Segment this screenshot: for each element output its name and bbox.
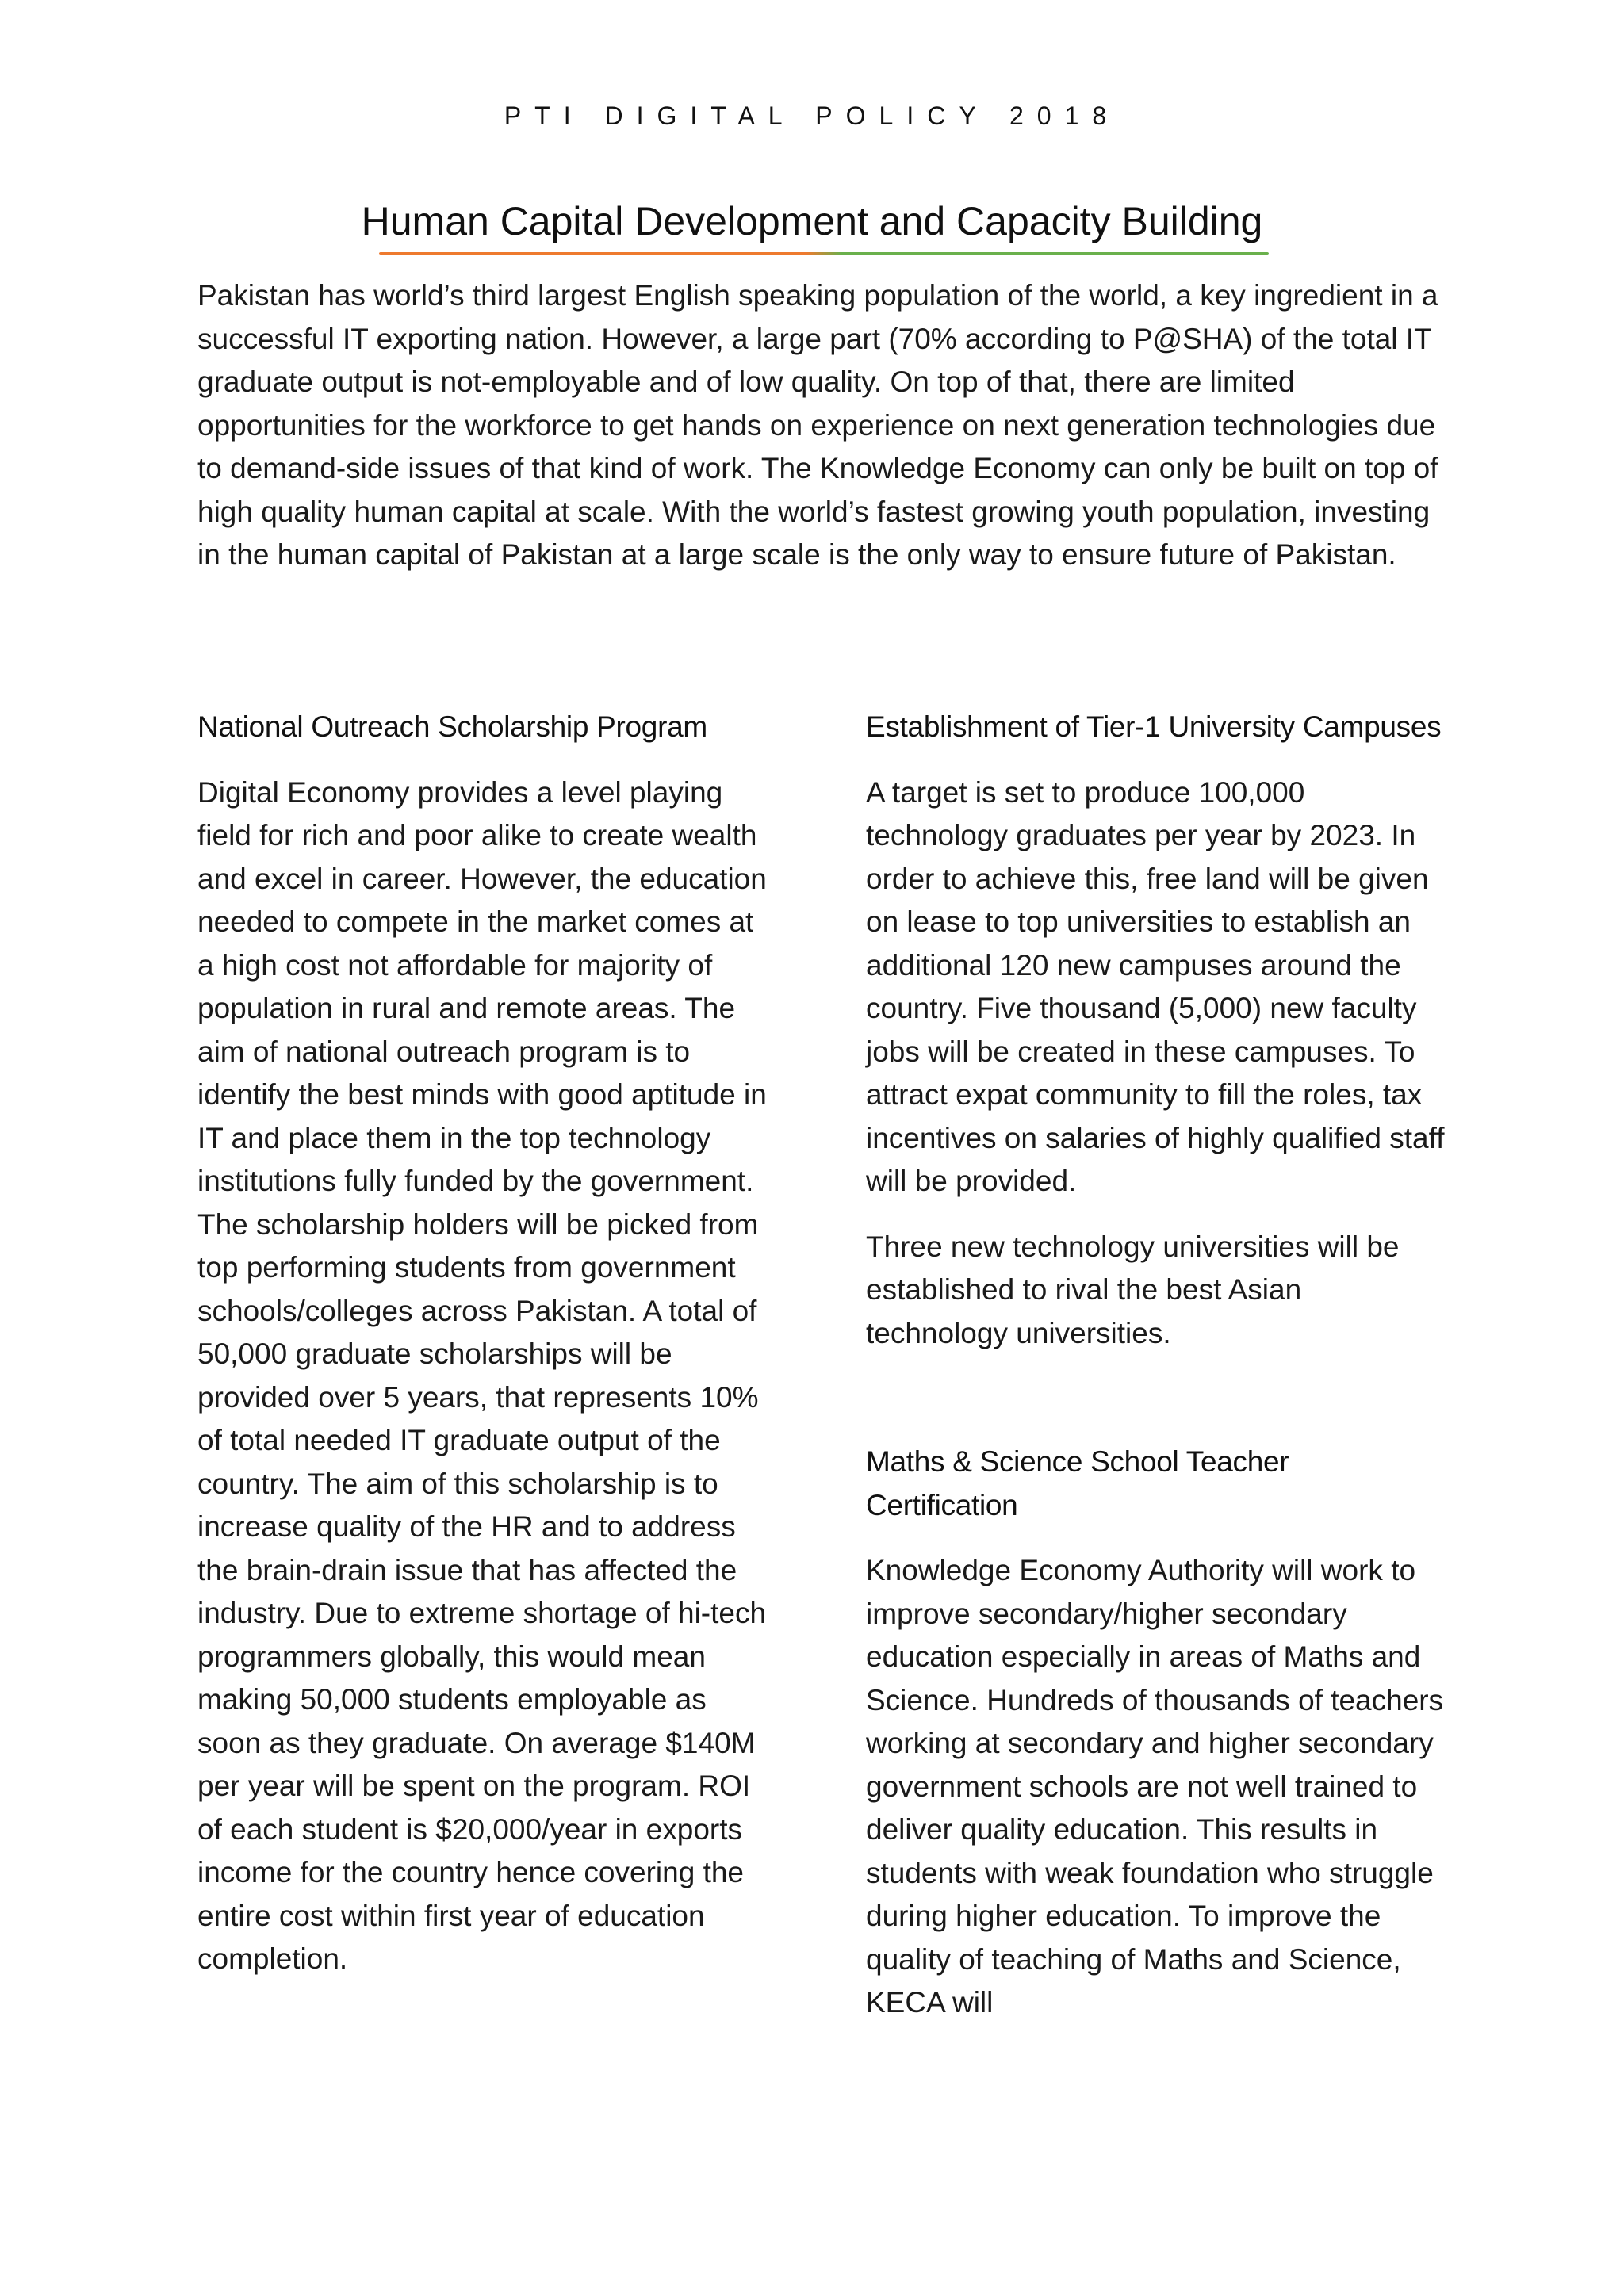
section-heading-scholarship: National Outreach Scholarship Program bbox=[197, 710, 707, 743]
left-column bbox=[197, 706, 776, 2003]
page-title: Human Capital Development and Capacity Building bbox=[361, 199, 1263, 243]
right-column bbox=[866, 706, 1445, 2047]
teacher-cert-paragraph: Knowledge Economy Authority will work to improve secondary/higher secondary education especially in areas of Maths and Science. Hundreds of thousands of teachers working at secondary and higher secondary government schools are not well trained to deliver quality education. This results in students with weak foundation who struggle during higher education. To improve the quality of teaching of Maths and Science, KECA will bbox=[866, 1554, 1444, 2019]
page-title-wrap bbox=[0, 198, 1624, 247]
section-heading-teacher-cert: Maths & Science School Teacher Certification bbox=[866, 1445, 1289, 1521]
university-paragraph-2: Three new technology universities will be established to rival the best Asian technology universities. bbox=[866, 1230, 1400, 1349]
running-header: PTI DIGITAL POLICY 2018 bbox=[504, 101, 1120, 130]
university-paragraph-1: A target is set to produce 100,000 technology graduates per year by 2023. In order to achieve this, free land will be given on lease to top universities to establish an additional 120 new campuses around the country. Five thousand (5,000) new faculty jobs will be created in these campuses. To attract expat community to fill the roles, tax incentives on salaries of highly qualified staff will be provided. bbox=[866, 775, 1445, 1197]
scholarship-paragraph: Digital Economy provides a level playing field for rich and poor alike to create wealth and excel in career. However, the education needed to compete in the market comes at a high cost not affordable for majority of population in rural and remote areas. The aim of national outreach program is to identify the best minds with good aptitude in IT and place them in the top technology institutions fully funded by the government. The scholarship holders will be picked from top performing students from government schools/colleges across Pakistan. A total of 50,000 graduate scholarships will be provided over 5 years, that represents 10% of total needed IT graduate output of the country. The aim of this scholarship is to increase quality of the HR and to address the brain-drain issue that has affected the industry. Due to extreme shortage of hi-tech programmers globally, this would mean making 50,000 students employable as soon as they graduate. On average $140M per year will be spent on the program. ROI of each student is $20,000/year in exports income for the country hence covering the entire cost within first year of education completion. bbox=[197, 775, 767, 1975]
section-heading-university: Establishment of Tier-1 University Campuses bbox=[866, 710, 1442, 743]
section-spacer bbox=[866, 1377, 1445, 1441]
title-underline bbox=[379, 252, 1269, 255]
intro-paragraph: Pakistan has world’s third largest English speaking population of the world, a key ingredient in a successful IT exporting nation. However, a large part (70% according to P@SHA) of the total IT graduate output is not-employable and of low quality. On top of that, there are limited opportunities for the workforce to get hands on experience on next generation technologies due to demand-side issues of that kind of work. The Knowledge Economy can only be built on top of high quality human capital at scale. With the world’s fastest growing youth population, investing in the human capital of Pakistan at a large scale is the only way to ensure future of Pakistan. bbox=[197, 279, 1438, 571]
